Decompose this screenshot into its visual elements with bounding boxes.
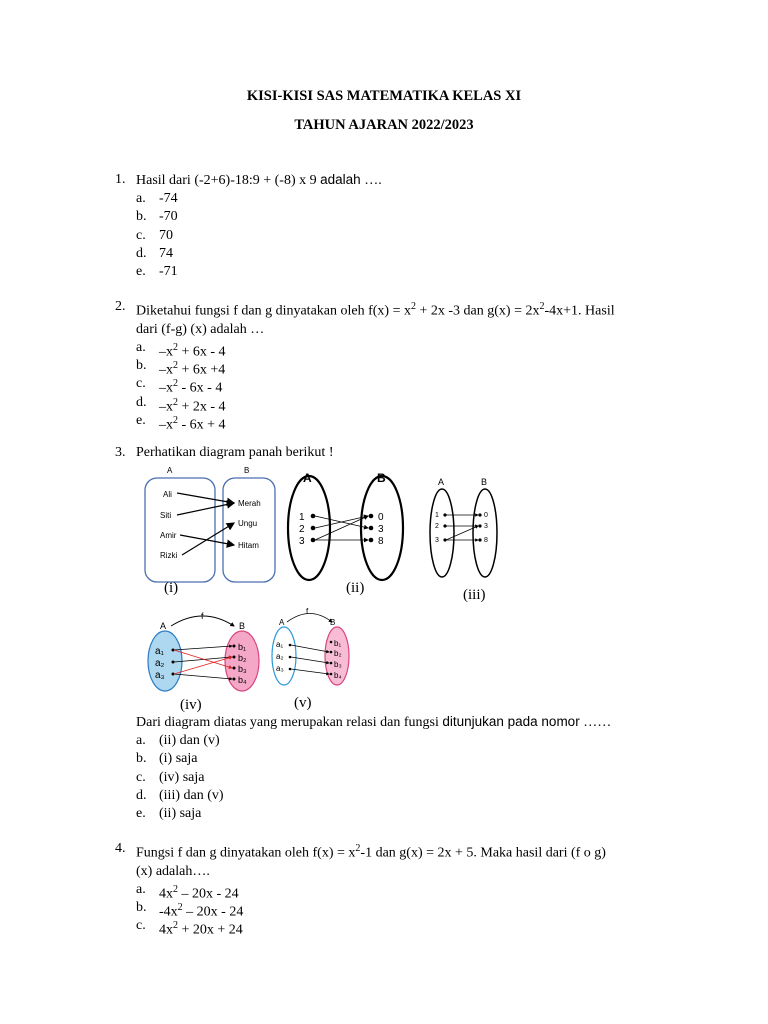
svg-text:0: 0: [484, 512, 488, 519]
svg-text:A: A: [438, 477, 445, 487]
codomain-item: Merah: [238, 499, 261, 508]
svg-text:b₃: b₃: [334, 660, 342, 669]
option-b: b. -70: [136, 209, 178, 225]
question-number: 3.: [115, 445, 126, 460]
svg-text:2: 2: [299, 524, 305, 535]
option-list: [136, 339, 685, 433]
codomain-item: Hitam: [238, 541, 259, 550]
svg-text:3: 3: [484, 523, 488, 530]
svg-text:a₃: a₃: [155, 670, 165, 681]
option-b: b. $-x^2 + 6x +4$: [136, 358, 226, 378]
arrow-diagram-v: [270, 605, 352, 689]
question-text: Fungsi f dan g dinyatakan oleh $f(x) = x^2-1$ dan g(x) = 2x + 5. Maka hasil dari (f o g) (x) adalah….: [136, 843, 606, 879]
question-number: 1.: [115, 172, 126, 187]
question-number: 4.: [115, 841, 126, 856]
svg-text:b₄: b₄: [238, 675, 247, 685]
document-title: KISI-KISI SAS MATEMATIKA KELAS XI: [246, 88, 522, 104]
option-e: e. (ii) saja: [136, 805, 202, 821]
question-text: Dari diagram diatas yang merupakan relasi dan fungsi ditunjukan pada nomor ……: [136, 714, 612, 730]
svg-text:0: 0: [378, 512, 384, 523]
option-c: c. $4x^2 + 20x + 24$: [136, 918, 243, 939]
svg-text:a₂: a₂: [276, 652, 284, 661]
question-3: [115, 444, 685, 462]
arrow-diagram-iv: [146, 610, 262, 694]
question-text: Diketahui fungsi f dan g dinyatakan oleh $f(x) = x^2 + 2x$ -3 dan $g(x) = 2x^2-4x+1$. Hasil dari (f-g) (x) adalah …: [136, 301, 615, 337]
svg-text:a₁: a₁: [155, 646, 164, 657]
option-c: c. 70: [136, 227, 173, 243]
option-e: e. -71: [136, 263, 178, 279]
question-3-body: [115, 713, 685, 823]
svg-text:f: f: [201, 611, 204, 621]
codomain-item: Ungu: [238, 519, 258, 528]
figure-caption: (iv): [180, 697, 202, 713]
svg-text:8: 8: [378, 536, 384, 547]
figure-caption: (iii): [463, 587, 486, 603]
svg-text:a₃: a₃: [276, 664, 284, 673]
option-a: a. (ii) dan (v): [136, 733, 220, 749]
svg-text:b₁: b₁: [238, 642, 247, 652]
svg-text:b₃: b₃: [238, 664, 247, 674]
option-list: [136, 881, 685, 939]
svg-text:B: B: [239, 621, 246, 631]
svg-text:A: A: [279, 618, 285, 627]
svg-text:b₂: b₂: [238, 653, 247, 663]
figure-caption: (i): [164, 580, 179, 596]
question-number: 2.: [115, 299, 126, 314]
option-a: a. -74: [136, 191, 178, 207]
domain-item: Ali: [163, 490, 172, 499]
option-c: c. $-x^2 - 6x - 4$: [136, 376, 223, 397]
svg-text:b₄: b₄: [334, 671, 342, 680]
set-label-a: A: [303, 471, 312, 485]
svg-text:3: 3: [299, 536, 305, 547]
svg-text:B: B: [330, 618, 336, 627]
option-b: b. (i) saja: [136, 751, 198, 767]
svg-text:f: f: [306, 607, 309, 616]
question-2: [115, 298, 685, 433]
option-list: [136, 190, 685, 281]
svg-text:2: 2: [435, 523, 439, 530]
option-d: d. (iii) dan (v): [136, 787, 224, 803]
question-text: Hasil dari (-2+6)-18:9 + (-8) x 9 adalah ….: [136, 172, 382, 188]
svg-text:1: 1: [435, 512, 439, 519]
option-b: b. $-4x^2 - 20x - 24$: [136, 900, 244, 920]
arrow-diagram-ii: [284, 470, 406, 582]
svg-text:b₁: b₁: [334, 639, 342, 648]
option-e: e. $-x^2 - 6x + 4$: [136, 412, 226, 433]
svg-text:a₂: a₂: [155, 658, 165, 669]
svg-text:8: 8: [484, 537, 488, 544]
svg-text:3: 3: [378, 524, 384, 535]
option-a: a. $4x^2 - 20x - 24$: [136, 882, 239, 902]
option-list: [136, 732, 685, 823]
set-label-b: B: [244, 466, 250, 475]
set-label-b: B: [377, 471, 386, 485]
option-d: d. 74: [136, 245, 173, 261]
option-d: d. $-x^2 + 2x - 4$: [136, 394, 226, 415]
svg-text:a₁: a₁: [276, 640, 284, 649]
svg-text:1: 1: [299, 512, 305, 523]
document-subtitle: TAHUN AJARAN 2022/2023: [294, 117, 474, 133]
domain-item: Siti: [160, 511, 172, 520]
question-text: Perhatikan diagram panah berikut !: [136, 445, 334, 460]
arrow-diagram-iii: [425, 473, 501, 583]
question-1: [115, 171, 685, 281]
option-c: c. (iv) saja: [136, 769, 205, 785]
figure-caption: (v): [294, 695, 312, 711]
arrow-diagram-i: [140, 462, 276, 584]
set-label-a: A: [167, 466, 173, 475]
figure-caption: (ii): [346, 580, 365, 596]
domain-item: Amir: [160, 531, 177, 540]
svg-text:B: B: [481, 477, 488, 487]
mapping-arrows: [177, 493, 234, 555]
option-a: a. $-x^2 + 6x - 4$: [136, 340, 226, 360]
question-4: [115, 840, 685, 939]
svg-text:b₂: b₂: [334, 649, 342, 658]
svg-text:3: 3: [435, 537, 439, 544]
svg-text:A: A: [160, 621, 167, 631]
domain-item: Rizki: [160, 551, 178, 560]
set-box-b: [223, 478, 275, 582]
